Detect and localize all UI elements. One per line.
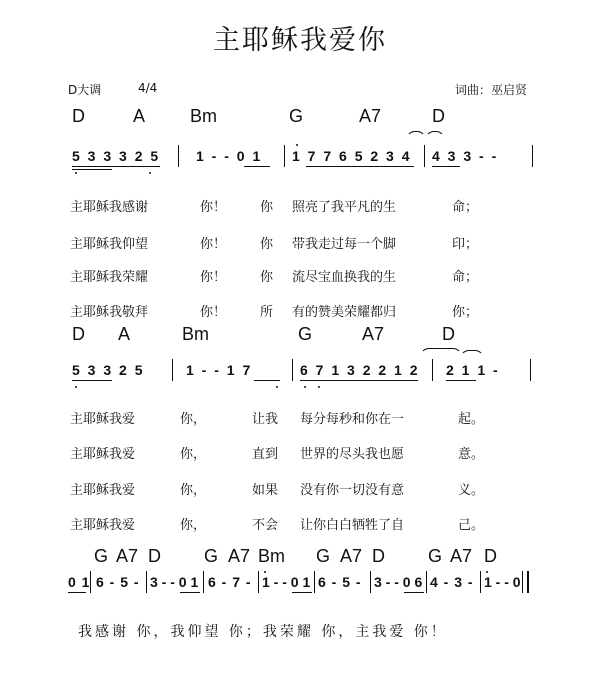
chord: G [94,546,109,566]
measure: 6 7 1 3 2 2 1 2 [300,362,420,378]
chord: G [204,546,219,566]
chord: A7 [228,546,251,566]
octave-dot [304,386,306,388]
lyric-line [70,233,490,251]
barline [426,571,427,593]
octave-dot [149,172,151,174]
measure: 1 7 7 6 5 2 3 4 [292,148,412,164]
lyric-line [70,196,490,214]
measure: 3 - - 0 6 [374,574,423,590]
measure: 6 - 5 - [96,574,140,590]
underline [68,592,86,593]
chord: D [442,324,455,344]
lyric-phrase: 每分每秒和你在一 [300,412,405,427]
chord: D [72,324,85,344]
lyric-phrase: 没有你一切没有意 [300,483,405,498]
underline [306,166,414,167]
lyric-phrase: 主耶稣我荣耀 [70,270,149,285]
lyric-line [70,266,490,284]
underline [292,592,312,593]
chord: D [72,106,85,126]
lyric-phrase: 所 [260,305,274,320]
lyric-phrase: 主耶稣我爱 [70,518,136,533]
barline [203,571,204,593]
lyric-phrase: 印； [452,237,479,252]
tie-mark [420,348,462,357]
lyric-phrase: 主耶稣我爱 [70,412,136,427]
tie-mark [460,350,484,359]
measure: 1 - - 0 1 [196,148,263,164]
chord: G [289,106,304,126]
lyric-phrase: 流尽宝血换我的生 [292,270,397,285]
lyric-phrase: 你 [260,200,274,215]
lyric-phrase: 你， [180,518,207,533]
credit: 词曲：巫启贤 [455,83,528,97]
barline [146,571,147,593]
lyric-phrase: 世界的尽头我也愿 [300,447,405,462]
chord: D [432,106,445,126]
barline [532,145,533,167]
underline [72,166,160,167]
barline [424,145,425,167]
measure: 1 - - 0 1 [262,574,311,590]
lyric-phrase: 主耶稣我爱 [70,447,136,462]
measure: 6 - 5 - [318,574,362,590]
tie-mark [406,131,426,140]
lyric-phrase: 照亮了我平凡的生 [292,200,397,215]
measure: 5 3 3 2 5 [72,362,145,378]
octave-dot [264,571,266,573]
chord: Bm [182,324,209,344]
barline [284,145,285,167]
barline [172,359,173,381]
chord: A7 [116,546,139,566]
octave-dot [75,172,77,174]
lyric-phrase: 让我 [252,412,279,427]
chord: Bm [258,546,285,566]
lyric-phrase: 主耶稣我爱 [70,483,136,498]
key-signature: D大调 [68,83,102,97]
chord: D [372,546,385,566]
lyric-phrase: 你！ [200,200,227,215]
coda-lyric: 我感谢 你，我仰望 你；我荣耀 你，主我爱 你！ [78,624,448,640]
octave-dot [486,571,488,573]
measure: 2 1 1 - [446,362,500,378]
octave-dot [296,144,298,146]
time-signature: 4/4 [138,81,158,95]
chord: D [484,546,497,566]
lyric-phrase: 你 [260,270,274,285]
lyric-phrase: 你！ [200,305,227,320]
lyric-line [70,408,490,426]
chord: A7 [450,546,473,566]
measure: 4 3 3 - - [432,148,499,164]
chord: A7 [362,324,385,344]
barline [292,359,293,381]
lyric-phrase: 你 [260,237,274,252]
lyric-line [70,301,490,319]
measure: 1 - - 0 [484,574,521,590]
chord: A7 [340,546,363,566]
lyric-phrase: 你， [180,447,207,462]
lyric-line [70,479,490,497]
underline [244,166,270,167]
measure: 3 - - 0 1 [150,574,199,590]
lyric-phrase: 命； [452,270,479,285]
underline [432,166,460,167]
underline [254,380,280,381]
chord: G [298,324,313,344]
lyric-phrase: 你， [180,483,207,498]
lyric-phrase: 主耶稣我敬拜 [70,305,149,320]
octave-dot [276,386,278,388]
lyric-phrase: 义。 [458,483,485,498]
barline [432,359,433,381]
chord: A [118,324,131,344]
underline [180,592,200,593]
song-title: 主耶稣我爱你 [213,25,387,56]
chord: A7 [359,106,382,126]
underline [72,380,112,381]
lyric-phrase: 不会 [252,518,279,533]
lyric-phrase: 命； [452,200,479,215]
lyric-phrase: 带我走过每一个脚 [292,237,397,252]
barline [314,571,315,593]
chord: G [316,546,331,566]
lyric-phrase: 意。 [458,447,485,462]
chord: G [428,546,443,566]
lyric-phrase: 你！ [200,237,227,252]
lyric-line [70,514,490,532]
chord: Bm [190,106,217,126]
lyric-phrase: 你； [452,305,479,320]
barline [258,571,259,593]
octave-dot [318,386,320,388]
underline [404,592,424,593]
barline [370,571,371,593]
lyric-phrase: 你， [180,412,207,427]
measure: 0 1 [68,574,91,590]
lyric-line [70,443,490,461]
barline [522,571,523,593]
measure: 4 - 3 - [430,574,474,590]
measure: 6 - 7 - [208,574,252,590]
chord: A [133,106,146,126]
barline [90,571,91,593]
octave-dot [75,386,77,388]
lyric-phrase: 让你白白牺牲了自 [300,518,405,533]
underline [72,169,112,170]
lyric-phrase: 有的赞美荣耀都归 [292,305,397,320]
lyric-phrase: 己。 [458,518,485,533]
underline [300,380,418,381]
lyric-phrase: 主耶稣我仰望 [70,237,149,252]
barline [480,571,481,593]
lyric-phrase: 直到 [252,447,279,462]
lyric-phrase: 如果 [252,483,279,498]
underline [446,380,476,381]
measure: 1 - - 1 7 [186,362,253,378]
chord: D [148,546,161,566]
measure: 5 3 3 3 2 5 [72,148,161,164]
tie-mark [425,131,445,140]
barline [530,359,531,381]
barline [178,145,179,167]
lyric-phrase: 主耶稣我感谢 [70,200,149,215]
lyric-phrase: 你！ [200,270,227,285]
lyric-phrase: 起。 [458,412,485,427]
final-barline [527,571,529,593]
